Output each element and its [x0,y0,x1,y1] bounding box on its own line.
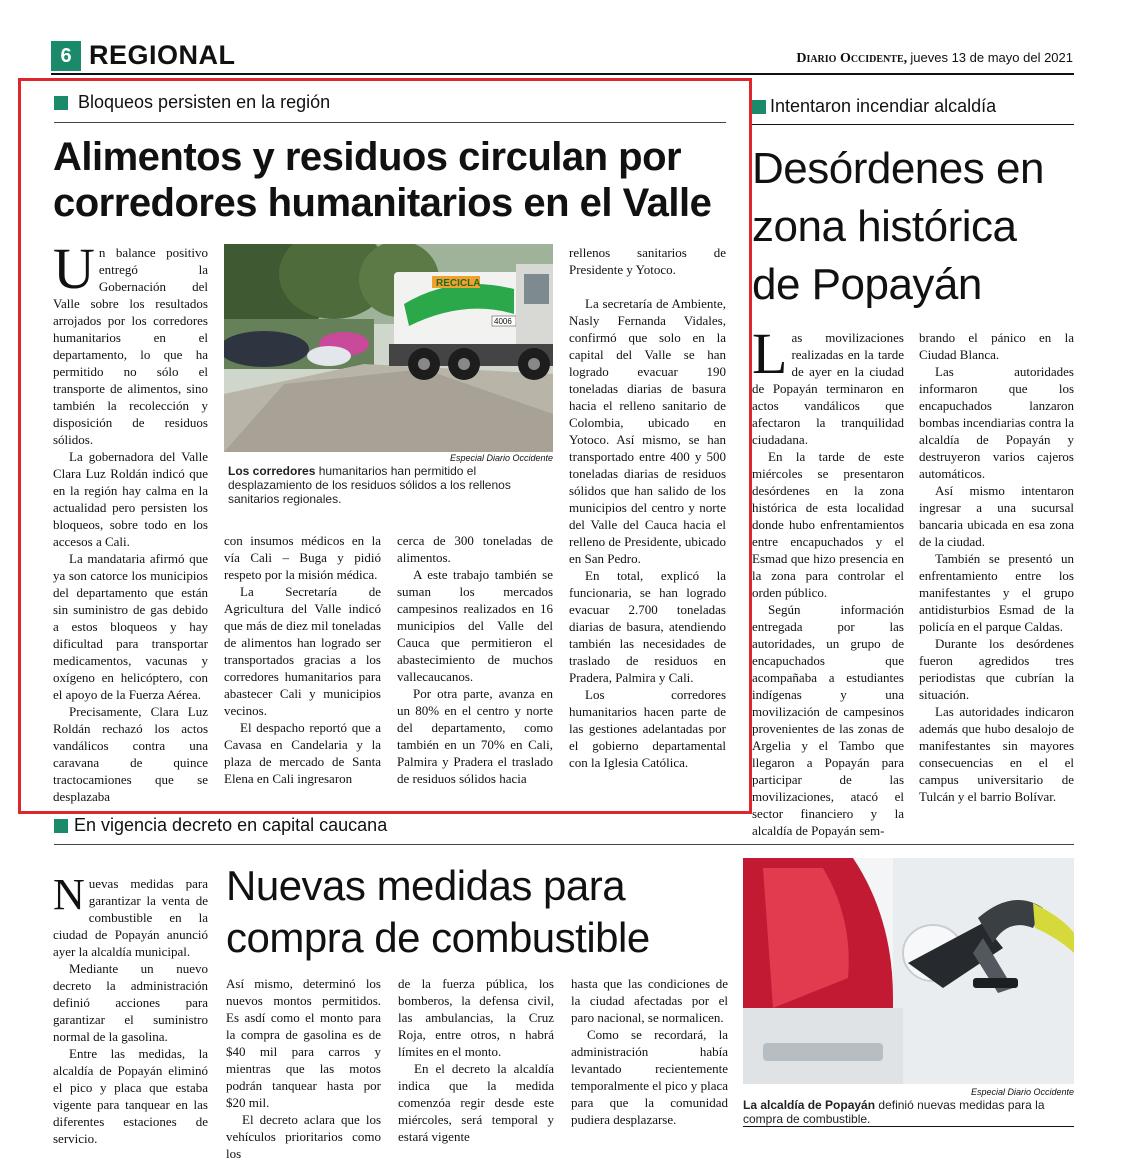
paragraph: Precisamente, Clara Luz Roldán rechazó los actos vandálicos contra una caravana de quince tractocamiones que se desplazaba [53,704,208,804]
paragraph: En la tarde de este miércoles se presentaron desórdenes en la zona histórica de esta localidad donde hubo enfrentamientos entre encapuchados y el Esmad que hizo presencia en la zona para controlar el orden público. [752,449,904,600]
story3-col1 [53,870,208,1147]
paragraph: cerca de 300 toneladas de alimentos. [397,533,553,565]
story2-dropcap: L [752,321,788,386]
story1-col3 [397,532,553,787]
header-rule [51,73,1074,75]
story3-headline: Nuevas medidas para compra de combustible [226,862,650,961]
story1-col2 [224,532,381,787]
truck-number: 4006 [494,317,512,326]
paragraph: rellenos sanitarios de Presidente y Yotoco. [569,245,726,277]
paragraph: El decreto aclara que los vehículos prioritarios como los [226,1112,381,1161]
truck-label: RECICLA [436,278,481,289]
paragraph: El despacho reportó que a Cavasa en Candelaria y la plaza de mercado de Santa Elena en Cali ingresaron [224,720,381,786]
paragraph: Como se recordará, la administración había levantado recientemente temporalmente el pico y placa para que la comunidad pudiera desplazarse. [571,1027,728,1127]
story1-photo [224,244,553,452]
story2-kicker-rule [752,124,1074,125]
paragraph: Por otra parte, avanza en un 80% en el centro y norte del departamento, como también en un 70% en Cali, Palmira y Pradera el traslado de residuos sólidos hacia [397,686,553,786]
paragraph: Entre las medidas, la alcaldía de Popayán eliminó el pico y placa que estaba vigente para tanquear en las diferentes estaciones de servicio. [53,1046,208,1146]
story3-photo-credit: Especial Diario Occidente [970,1087,1074,1097]
story3-caption [743,1098,1074,1126]
fuel-nozzle-photo [743,858,1074,1084]
paragraph: En el decreto la alcaldía indica que la medida comenzóa regir desde este miércoles, será temporal y estará vigente [398,1061,554,1144]
paragraph: de la fuerza pública, los bomberos, la defensa civil, las ambulancias, la Cruz Roja, entre otros, n habrá límites en el monto. [398,976,554,1059]
story1-headline: Alimentos y residuos circulan por corredores humanitarios en el Valle [53,135,712,225]
caption-lead: Los corredores [228,464,316,478]
story3-dropcap: N [53,870,85,919]
publication-name: Diario Occidente, [796,51,908,66]
story3-bottom-rule [743,1126,1074,1127]
story3-kicker-rule [54,844,1074,845]
paragraph: La gobernadora del Valle Clara Luz Roldán indicó que en la región hay calma en la actualidad pero persisten los bloqueos, sobre todo en los accesos a Cali. [53,449,208,549]
kicker-square-icon [752,100,766,114]
story2-headline: Desórdenes en zona histórica de Popayán [752,144,1044,309]
page-number: 6 [51,41,81,71]
paragraph: Según información entregada por las autoridades, un grupo de encapuchados que acompañaba a estudiantes indígenas y una movilización de campesinos provenientes de las zonas de Argelia y el Tambo que llegaron a Popayán para participar de las movilizaciones, atacó el sector financiero y la alcaldía de Popayán sem- [752,602,904,838]
caption-text: humanitarios han permitido el desplazamiento de los residuos sólidos a los rellenos sanitarios regionales. [228,464,511,506]
caption-text: definió nuevas medidas para la compra de combustible. [743,1098,1045,1126]
story2-col2 [919,329,1074,805]
paragraph: Durante los desórdenes fueron agredidos tres periodistas que cubrían la situación. [919,636,1074,702]
story1-kicker-rule [54,122,726,123]
story3-kicker-text: En vigencia decreto en capital caucana [74,815,388,835]
story3-photo [743,858,1074,1084]
paragraph: Así mismo intentaron ingresar a una sucursal bancaria ubicada en esa zona de la ciudad. [919,483,1074,549]
paragraph: Las autoridades informaron que los encapuchados lanzaron bombas incendiarias contra la alcaldía de Popayán y destruyeron varios cajeros automáticos. [919,364,1074,481]
paragraph: A este trabajo también se suman los mercados campesinos realizados en 16 municipios del Valle del Cauca que permitieron el abastecimiento de muchos vallecaucanos. [397,567,553,684]
paragraph: Mediante un nuevo decreto la administración definió acciones para garantizar el suministro normal de la gasolina. [53,961,208,1044]
story1-kicker [54,92,330,113]
story1-col1 [53,236,208,805]
story2-kicker-text: Intentaron incendiar alcaldía [770,96,997,116]
paragraph: Los corredores humanitarios hacen parte de las gestiones adelantadas por el gobierno departamental con la Iglesia Católica. [569,687,726,770]
story1-photo-credit: Especial Diario Occidente [449,453,553,463]
story2-kicker [752,96,996,117]
paragraph: n balance positivo entregó la Gobernación del Valle sobre los resultados arrojados por los corredores humanitarios en el departamento, lo que ha permitido no sólo el transporte de alimentos, sino también la recolección y disposición de residuos sólidos. [53,245,208,447]
caption-lead: La alcaldía de Popayán [743,1098,876,1112]
story1-dropcap: U [53,236,95,301]
paragraph: En total, explicó la funcionaria, se han logrado evacuar 2.700 toneladas diarias de basura, atendiendo también las necesidades de traslado de residuos en Pradera, Palmira y Cali. [569,568,726,685]
paragraph: brando el pánico en la Ciudad Blanca. [919,330,1074,362]
story1-kicker-text: Bloqueos persisten en la región [78,92,331,112]
section-title: REGIONAL [89,40,236,70]
story2-col1 [752,321,904,839]
kicker-square-icon [54,819,68,833]
story1-col4 [569,244,726,771]
paragraph: La secretaría de Ambiente, Nasly Fernanda Vidales, confirmó que solo en la capital del Valle se han logrado evacuar 190 toneladas diarias de basura hacia el relleno sanitario de Colombia, ubicado en Yotoco. Así mismo, se han transportado entre 400 y 500 toneladas diarias de residuos sólidos que han salido de los municipios del centro y norte del Valle del Cauca hacia el relleno de Presidente, ubicado en San Pedro. [569,296,726,566]
paragraph: La mandataria afirmó que ya son catorce los municipios del departamento que están sin suministro de gas debido a estos bloqueos y hay dificultad para transportar medicamentos, vacunas y oxígeno en helicóptero, con el apoyo de la Fuerza Aérea. [53,551,208,702]
story3-col3 [398,975,554,1145]
story3-col2 [226,975,381,1162]
paragraph: Así mismo, determinó los nuevos montos permitidos. Es asdí como el monto para la compra de gasolina es de $40 mil para carros y mientras que las motos podrán tanquear hasta por $20 mil. [226,976,381,1110]
paragraph: La Secretaría de Agricultura del Valle indicó que más de diez mil toneladas de alimentos han logrado ser transportados gracias a los corredores humanitarios para abastecer Cali y municipios vecinos. [224,584,381,718]
masthead [796,50,1073,67]
story3-kicker [54,815,387,836]
story3-col4 [571,975,728,1128]
paragraph: uevas medidas para garantizar la venta de combustible en la ciudad de Popayán anunció ayer la alcaldía municipal. [53,876,208,959]
paragraph: Las autoridades indicaron además que hubo desalojo de manifestantes sin mayores consecuencias en el el campus universitario de Tulcán y el barrio Bolívar. [919,704,1074,804]
kicker-square-icon [54,96,68,110]
garbage-truck-photo [224,244,553,452]
story1-caption [228,464,553,506]
issue-date: jueves 13 de mayo del 2021 [910,50,1073,65]
paragraph: También se presentó un enfrentamiento entre los manifestantes y el grupo antidisturbios Esmad de la policía en el parque Caldas. [919,551,1074,634]
paragraph: hasta que las condiciones de la ciudad afectadas por el paro nacional, se normalicen. [571,976,728,1025]
paragraph: con insumos médicos en la vía Cali – Buga y pidió respeto por la misión médica. [224,533,381,582]
paragraph: as movilizaciones realizadas en la tarde de ayer en la ciudad de Popayán terminaron en actos vandálicos que afectaron la tranquilidad ciudadana. [752,330,904,447]
